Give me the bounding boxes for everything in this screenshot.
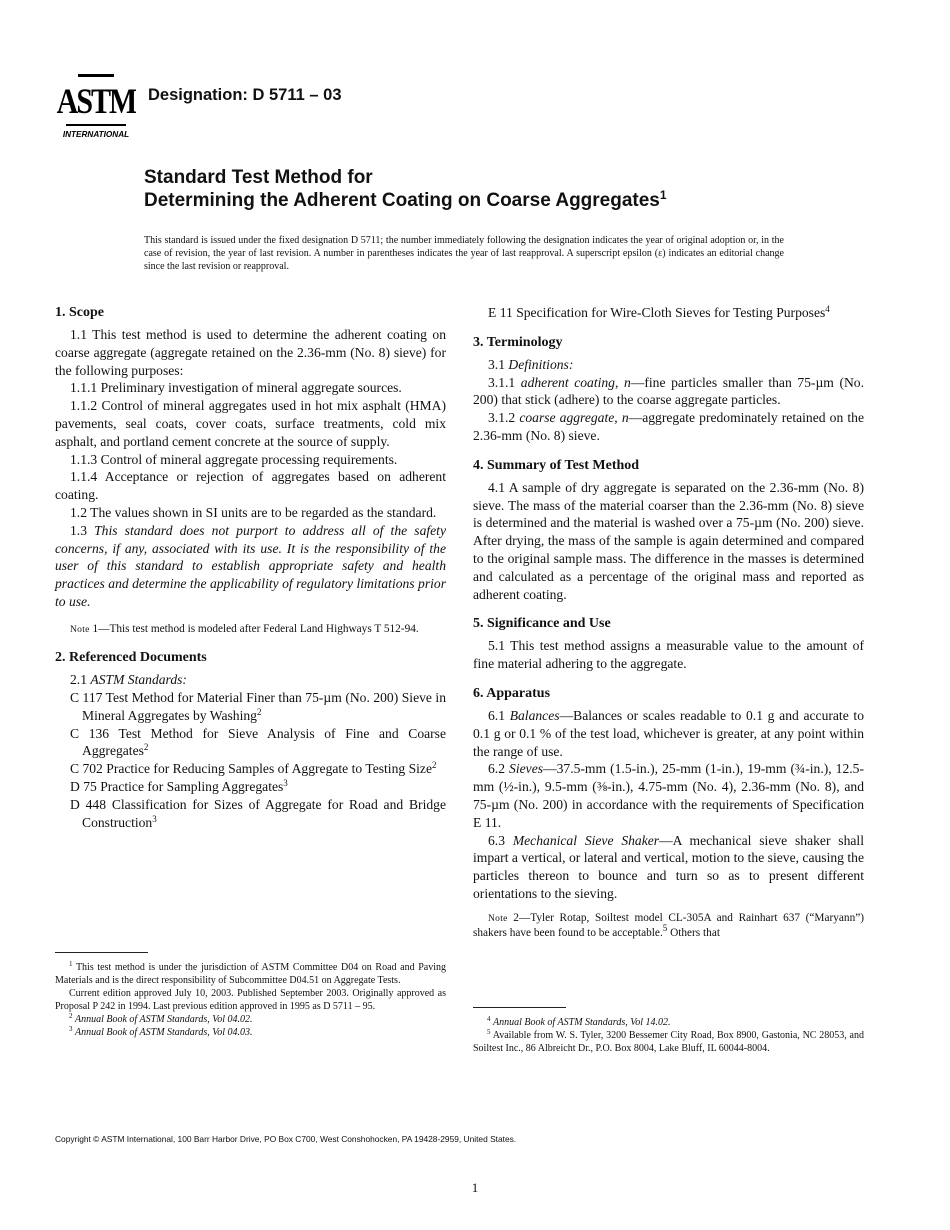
para-1-3 — [55, 522, 446, 611]
para-4-1: 4.1 A sample of dry aggregate is separated on the 2.36-mm (No. 8) sieve. The mass of the material coarser than the 2.36-mm (No. 8) sieve is determined and the material is washed over a 75-µm (No. 200) sieve. After drying, the mass of the sample is again determined and compared to the original sample mass. The difference in the masses is determined and calculated as a percentage of the original mass and reported as adherent coating. — [473, 479, 864, 602]
note-1-text: 1—This test method is modeled after Federal Land Highways T 512-94. — [92, 622, 419, 635]
logo-letters: ASTM — [56, 81, 136, 122]
section-1-heading: 1. Scope — [55, 305, 104, 320]
footnote-2 — [55, 1011, 446, 1027]
para-3-1 — [473, 356, 864, 374]
para-1-2: 1.2 The values shown in SI units are to be regarded as the standard. — [70, 504, 437, 520]
footnote-3 — [55, 1024, 446, 1040]
para-3-1-1-number: 3.1.1 — [488, 374, 516, 390]
para-3-1-2-number: 3.1.2 — [488, 410, 516, 426]
footnote-4-mark: 4 — [487, 1015, 491, 1023]
footnote-5 — [473, 1027, 864, 1056]
ref-e11 — [473, 304, 864, 322]
para-2-1-text: ASTM Standards: — [90, 672, 187, 688]
note-2-label: Note — [488, 913, 508, 924]
definition-adherent-coating: —fine particles smaller than 75-µm (No. 200) that stick (adhere) to the coarse aggregate particles. — [473, 374, 864, 408]
copyright-notice: Copyright © ASTM International, 100 Barr Harbor Drive, PO Box C700, West Conshohocken, PA 19428-2959, United States. — [55, 1134, 517, 1144]
ref-d448-footnote[interactable]: 3 — [152, 813, 157, 824]
note-2-continued: Others that — [667, 927, 720, 940]
ref-d75-footnote[interactable]: 3 — [283, 778, 288, 789]
ref-c117-footnote[interactable]: 2 — [256, 706, 262, 717]
para-6-2-text: —37.5-mm (1.5-in.), 25-mm (1-in.), 19-mm (¾-in.), 12.5-mm (½-in.), 9.5-mm (⅜-in.), 4.75-mm (No. 4), 2.36-mm (No. 8), and 75-µm (No. 200) in accordance with the requirements of Specification E 11. — [473, 761, 864, 830]
para-2-1-number: 2.1 — [70, 672, 87, 688]
term-adherent-coating-pos: n — [623, 374, 631, 390]
para-6-2 — [473, 760, 864, 831]
note-1-label: Note — [70, 624, 90, 635]
footnote-rule-left — [55, 952, 148, 953]
para-3-1-text: Definitions: — [508, 356, 574, 372]
para-3-1-2: 3.1.2 coarse aggregate, n—aggregate predominately retained on the 2.36-mm (No. 8) sieve. — [473, 410, 864, 443]
footnote-1-text: This test method is under the jurisdiction of ASTM Committee D04 on Road and Paving Materials and is the direct responsibility of Subcommittee D04.51 on Aggregate Tests. — [55, 962, 446, 986]
para-1-1: 1.1 This test method is used to determine the adherent coating on coarse aggregate (aggregate retained on the 2.36-mm (No. 8) sieve) for the following purposes: — [55, 327, 446, 378]
term-coarse-aggregate-pos: n — [621, 410, 629, 426]
para-1-1-3: 1.1.3 Control of mineral aggregate processing requirements. — [70, 451, 398, 467]
page-number: 1 — [471, 1180, 479, 1195]
footnote-4 — [473, 1017, 864, 1030]
ref-c117-text: C 117 Test Method for Material Finer than 75-µm (No. 200) Sieve in Mineral Aggregates by Washing — [70, 690, 446, 723]
note-2-footnote[interactable]: 5 — [662, 923, 668, 934]
title-line-1: Standard Test Method for — [144, 167, 373, 188]
term-sieves: Sieves — [509, 761, 544, 777]
para-6-3-number: 6.3 — [488, 832, 505, 848]
footnote-1-edition: Current edition approved July 10, 2003. Published September 2003. Originally approved as Proposal P 242 in 1994. Last previous edition approved in 1995 as D 5711 – 95. — [55, 987, 446, 1012]
term-coarse-aggregate: coarse aggregate — [519, 410, 615, 426]
para-1-3-text: This standard does not purport to address all of the safety concerns, if any, associated with its use. It is the responsibility of the user of this standard to establish appropriate safety and health practices and determine the applicability of regulatory limitations prior to use. — [55, 522, 446, 609]
footnote-1 — [55, 962, 446, 988]
right-column — [473, 304, 864, 953]
para-6-2-number: 6.2 — [488, 761, 505, 777]
title-line-2: Determining the Adherent Coating on Coarse Aggregates — [144, 190, 660, 211]
footnote-4-text: Annual Book of ASTM Standards, Vol 14.02. — [493, 1017, 671, 1028]
ref-d448-text: D 448 Classification for Sizes of Aggregate for Road and Bridge Construction — [70, 796, 446, 830]
section-4-heading: 4. Summary of Test Method — [473, 457, 640, 473]
title-footnote-ref[interactable]: 1 — [659, 188, 667, 202]
ref-c117 — [55, 689, 446, 725]
footnotes-right — [473, 1017, 864, 1056]
note-2 — [473, 911, 864, 941]
para-1-1-4: 1.1.4 Acceptance or rejection of aggregates based on adherent coating. — [55, 469, 446, 503]
footnote-rule-right — [473, 1007, 566, 1008]
para-6-3 — [473, 832, 864, 903]
note-1 — [55, 622, 446, 638]
ref-d75 — [55, 778, 446, 796]
issuance-statement: This standard is issued under the fixed designation D 5711; the number immediately following the designation indicates the year of original adoption or, in the case of revision, the year of last revision. A number in parentheses indicates the year of last reapproval. A superscript epsilon (ε) indicates an editorial change since the last revision or reapproval. — [144, 235, 784, 273]
definition-coarse-aggregate: —aggregate predominately retained on the 2.36-mm (No. 8) sieve. — [473, 410, 864, 443]
para-6-1-text: —Balances or scales readable to 0.1 g and accurate to 0.1 g or 0.1 % of the test load, whichever is greater, at any point within the range of use. — [473, 707, 864, 759]
section-5-heading: 5. Significance and Use — [473, 616, 611, 632]
footnote-1-mark: 1 — [69, 960, 73, 968]
ref-d448 — [55, 796, 446, 832]
footnote-2-mark: 2 — [69, 1011, 73, 1020]
footnote-5-text: Available from W. S. Tyler, 3200 Bessemer City Road, Box 8900, Gastonia, NC 28053, and Soiltest Inc., 86 Albreicht Dr., P.O. Box 8004, Lake Bluff, IL 60044-8004. — [473, 1029, 864, 1054]
para-5-1: 5.1 This test method assigns a measurable value to the amount of fine material adhering to the aggregate. — [473, 638, 864, 672]
logo-rule — [66, 124, 126, 126]
ref-c136-footnote[interactable]: 2 — [143, 742, 149, 753]
ref-c702 — [55, 760, 446, 778]
footnote-3-text: Annual Book of ASTM Standards, Vol 04.03. — [75, 1026, 253, 1038]
note-2-text: 2—Tyler Rotap, Soiltest model CL-305A and Rainhart 637 (“Maryann”) shakers have been found to be acceptable. — [473, 911, 864, 940]
ref-c702-footnote[interactable]: 2 — [431, 760, 437, 771]
ref-e11-footnote[interactable]: 4 — [825, 304, 830, 314]
para-3-1-1: 3.1.1 adherent coating, n—fine particles smaller than 75-µm (No. 200) that stick (adhere) to the coarse aggregate particles. — [473, 374, 864, 408]
para-3-1-number: 3.1 — [488, 356, 505, 372]
para-2-1 — [55, 671, 446, 689]
ref-c136 — [55, 725, 446, 761]
logo-bar — [78, 74, 114, 77]
ref-e11-text: E 11 Specification for Wire-Cloth Sieves for Testing Purposes — [488, 305, 826, 320]
ref-c136-text: C 136 Test Method for Sieve Analysis of Fine and Coarse Aggregates — [70, 725, 446, 759]
left-column — [55, 304, 446, 831]
ref-c702-text: C 702 Practice for Reducing Samples of Aggregate to Testing Size — [70, 761, 432, 777]
para-6-1-number: 6.1 — [488, 707, 505, 723]
para-1-1-2: 1.1.2 Control of mineral aggregates used in hot mix asphalt (HMA) pavements, seal coats, cover coats, surface treatments, cold mix asphalt, and portland cement concrete at the source of supply. — [55, 398, 446, 449]
ref-d75-text: D 75 Practice for Sampling Aggregates — [70, 779, 284, 795]
astm-logo — [56, 70, 136, 142]
para-1-1-1: 1.1.1 Preliminary investigation of mineral aggregate sources. — [70, 380, 402, 396]
section-2-heading: 2. Referenced Documents — [55, 650, 207, 666]
footnote-2-text: Annual Book of ASTM Standards, Vol 04.02. — [75, 1013, 253, 1025]
document-title — [144, 166, 667, 212]
footnotes-left — [55, 962, 446, 1039]
para-6-3-text: —A mechanical sieve shaker shall impart a vertical, or lateral and vertical, motion to the sieve, causing the particles thereon to bounce and turn so as to present different orientations to the sieving. — [473, 832, 864, 901]
para-6-1 — [473, 707, 864, 760]
term-balances: Balances — [509, 707, 560, 723]
logo-subtext: INTERNATIONAL — [62, 130, 130, 139]
footnote-3-mark: 3 — [69, 1024, 73, 1033]
section-6-heading: 6. Apparatus — [473, 685, 551, 701]
para-1-3-number: 1.3 — [70, 522, 87, 538]
section-3-heading: 3. Terminology — [473, 334, 563, 350]
term-mechanical-sieve-shaker: Mechanical Sieve Shaker — [512, 832, 660, 848]
designation: Designation: D 5711 – 03 — [148, 86, 342, 104]
term-adherent-coating: adherent coating — [520, 374, 615, 390]
footnote-5-mark: 5 — [487, 1027, 491, 1036]
